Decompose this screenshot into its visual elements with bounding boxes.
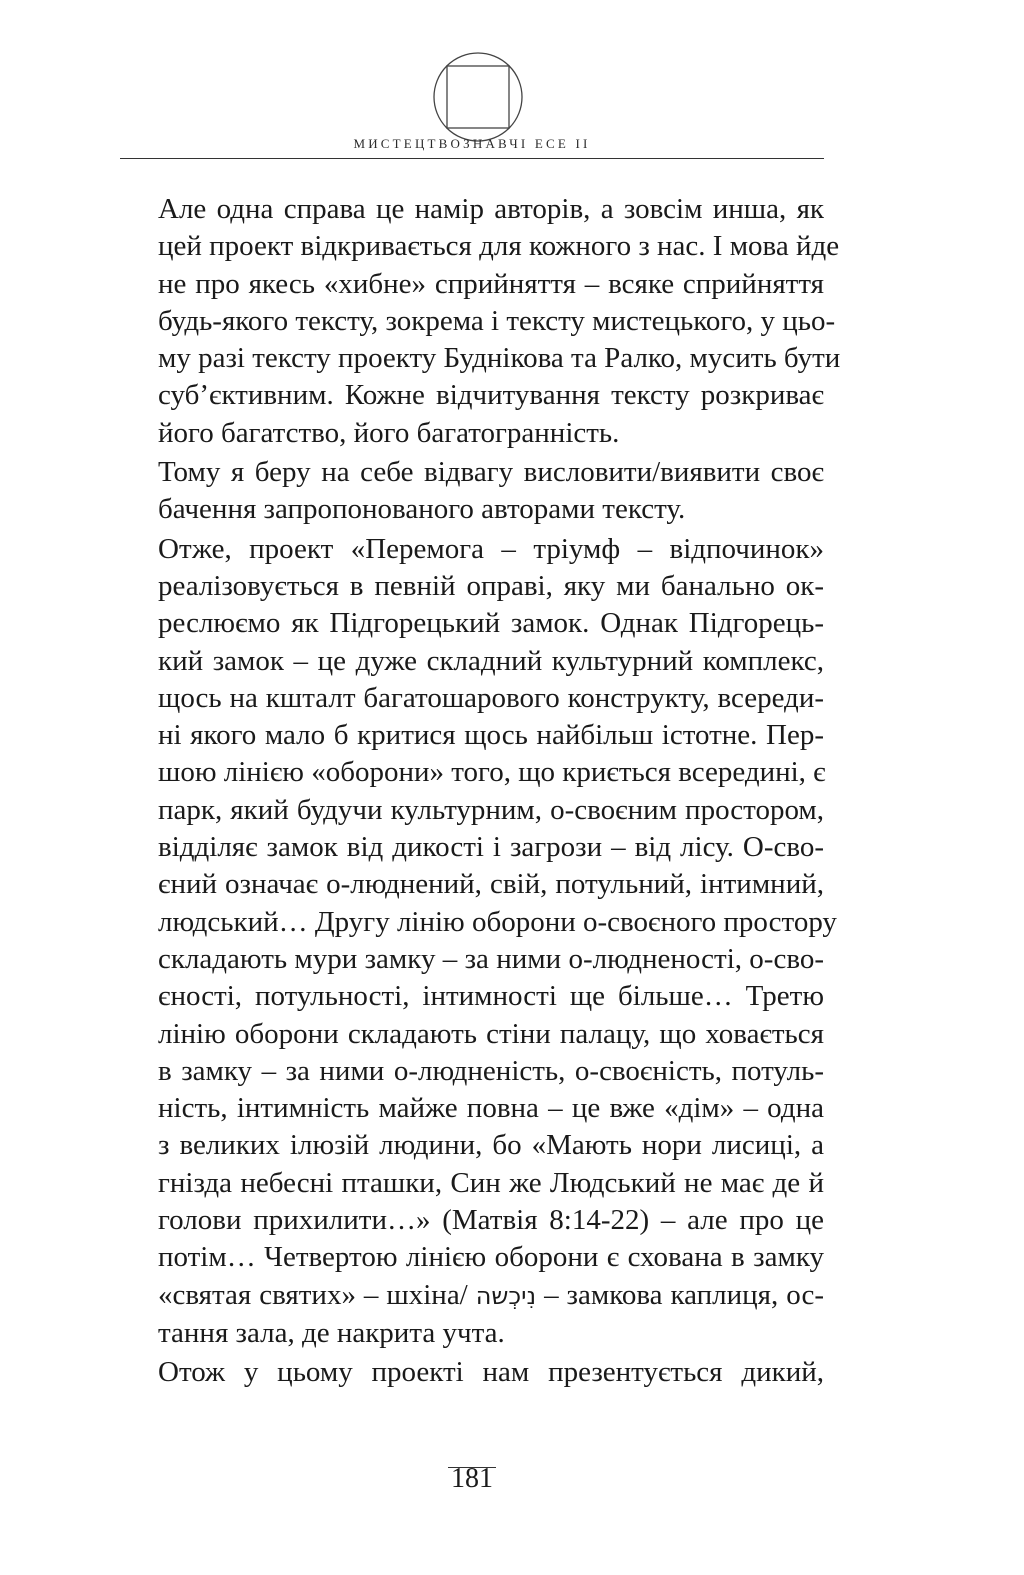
text-line: Але одна справа це намір авторів, а зовсім инша, як <box>158 193 824 225</box>
text-fragment: «святая святих» – шхіна/ <box>158 1278 476 1311</box>
paragraph-2 <box>120 454 824 529</box>
text-line: Тому я беру на себе відвагу висловити/виявити своє <box>158 456 824 489</box>
page-number: 181 <box>451 1463 493 1494</box>
text-line: в замку – за ними о-люднeність, о-своєність, потуль- <box>158 1054 824 1087</box>
text-line <box>120 1277 824 1315</box>
body-text <box>120 191 841 1392</box>
text-line: ні якого мало б критися щось найбільш істотне. Пер- <box>158 719 824 752</box>
text-line: цей проект відкривається для кожного з нас. І мова йде <box>158 230 840 263</box>
text-line: відділяє замок від дикості і загрози – від лісу. О-сво- <box>158 831 824 864</box>
text-line: його багатство, його багатогранність. <box>158 416 620 449</box>
text-line: потім… Четвертою лінією оборони є схована в замку <box>158 1241 824 1274</box>
text-line: ність, інтимність майже повна – це вже «дім» – одна <box>158 1092 824 1125</box>
hebrew-word: נִיכְשה <box>475 1281 537 1310</box>
running-header: МИСТЕЦТВОЗНАВЧІ ЕСЕ II <box>353 136 591 151</box>
text-line: тання зала, де накрита учта. <box>158 1316 505 1349</box>
text-line: гнізда небесні пташки, Син же Людський не має де й <box>158 1166 824 1199</box>
text-line: з великих ілюзій людини, бо «Мають нори лисиці, а <box>158 1129 824 1162</box>
text-line: шою лінією «оборони» того, що криється всередині, є <box>158 756 826 789</box>
header-rule <box>120 158 824 159</box>
text-line: бачення запропонованого авторами тексту. <box>158 493 686 526</box>
text-line: кий замок – це дуже складний культурний комплекс, <box>158 644 824 677</box>
paragraph-4 <box>120 1354 824 1391</box>
paragraph-1 <box>120 191 841 452</box>
text-line: парк, який будучи культурним, о-своєним простором, <box>158 793 824 826</box>
text-line: складають мури замку – за ними о-людненості, о-сво- <box>158 942 824 975</box>
text-line: щось на кшталт багатошарового конструкту, всереди- <box>158 681 824 714</box>
text-line: реалізовується в певній оправі, яку ми банально ок- <box>158 569 824 602</box>
text-line: Отож у цьому проекті нам презентується дикий, <box>158 1356 824 1389</box>
text-line: Отже, проект «Перемога – тріумф – відпочинок» <box>158 532 824 565</box>
text-line: не про якесь «хибне» сприйняття – всяке сприйняття <box>158 267 824 300</box>
text-line: єний означає о-люднений, свій, потульний, інтимний, <box>158 868 824 901</box>
text-line: му разі тексту проекту Буднікова та Ралко, мусить бути <box>158 342 841 375</box>
text-line: лінію оборони складають стіни палацу, що ховається <box>158 1017 824 1050</box>
text-line: суб’єктивним. Кожне відчитування тексту розкриває <box>158 379 824 412</box>
paragraph-3 <box>120 531 837 1353</box>
text-line: будь-якого тексту, зокрема і тексту мистецького, у цьо- <box>158 304 836 337</box>
text-fragment: – замкова каплиця, ос- <box>536 1278 824 1311</box>
text-line: реслюємо як Підгорецький замок. Однак Підгорець- <box>158 607 824 640</box>
text-line: голови прихилити…» (Матвія 8:14-22) – але про це <box>158 1204 824 1237</box>
book-logo-icon <box>431 50 525 144</box>
text-line: єності, потульності, інтимності ще більше… Третю <box>158 980 824 1013</box>
text-line: людський… Другу лінію оборони о-своєного простору <box>158 905 837 938</box>
